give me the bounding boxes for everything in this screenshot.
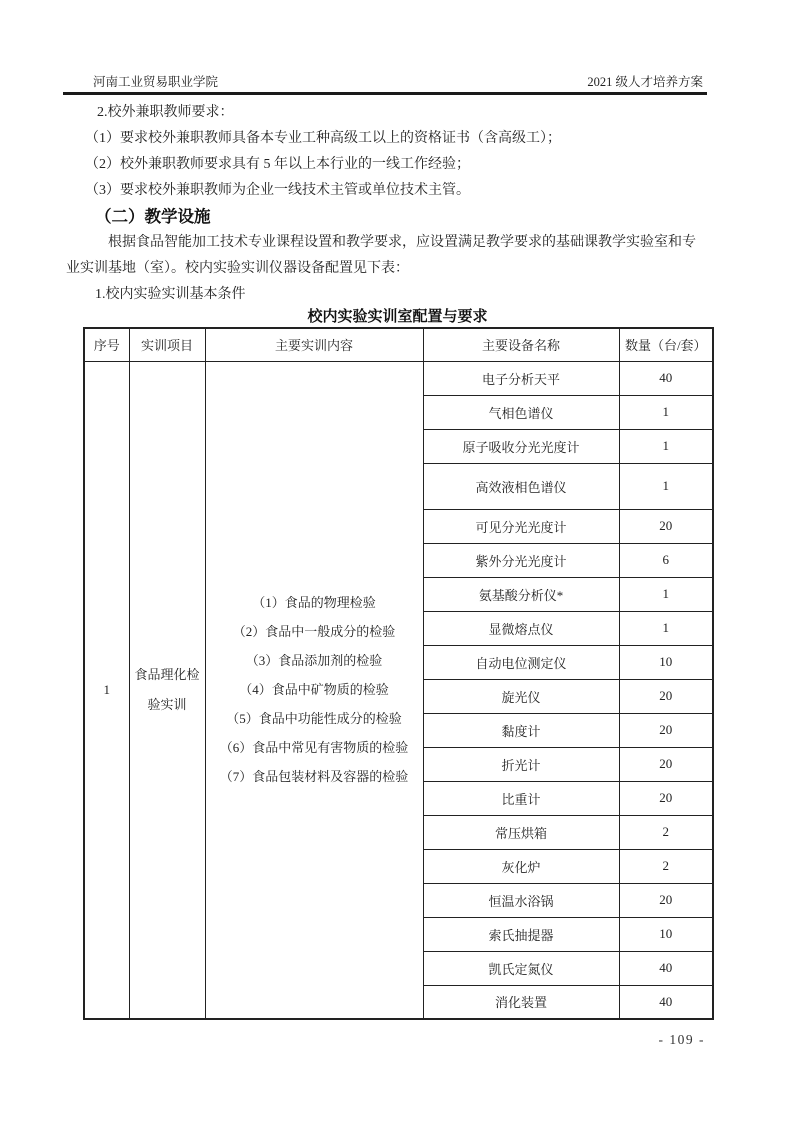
equipment-table [83, 327, 714, 1020]
equipment-name-cell: 恒温水浴锅 [423, 883, 619, 917]
equipment-name-cell: 显微熔点仪 [423, 611, 619, 645]
list-item-1: （1）要求校外兼职教师具备本专业工种高级工以上的资格证书（含高级工）； [85, 131, 561, 146]
equipment-name-cell: 折光计 [423, 747, 619, 781]
equipment-qty-cell: 2 [619, 849, 713, 883]
content-line: （6）食品中常见有害物质的检验 [219, 740, 409, 756]
equipment-qty-cell: 40 [619, 985, 713, 1019]
page-header [66, 75, 703, 90]
project-cell: 食品理化检验实训 [129, 361, 205, 1019]
column-header-project: 实训项目 [129, 328, 205, 361]
equipment-name-cell: 气相色谱仪 [423, 395, 619, 429]
equipment-qty-cell: 20 [619, 713, 713, 747]
content-line: （3）食品添加剂的检验 [245, 653, 383, 669]
equipment-name-cell: 可见分光光度计 [423, 509, 619, 543]
equipment-name-cell: 常压烘箱 [423, 815, 619, 849]
equipment-name-cell: 氨基酸分析仪* [423, 577, 619, 611]
equipment-qty-cell: 1 [619, 463, 713, 509]
content-line: （5）食品中功能性成分的检验 [226, 711, 402, 727]
list-item-3: （3）要求校外兼职教师为企业一线技术主管或单位技术主管。 [85, 183, 470, 198]
content-line: （7）食品包装材料及容器的检验 [219, 769, 409, 785]
table-row [84, 361, 713, 395]
equipment-name-cell: 高效液相色谱仪 [423, 463, 619, 509]
equipment-qty-cell: 20 [619, 509, 713, 543]
equipment-qty-cell: 20 [619, 781, 713, 815]
content-line: （2）食品中一般成分的检验 [232, 624, 396, 640]
equipment-name-cell: 灰化炉 [423, 849, 619, 883]
equipment-name-cell: 自动电位测定仪 [423, 645, 619, 679]
equipment-qty-cell: 6 [619, 543, 713, 577]
column-header-contents: 主要实训内容 [205, 328, 423, 361]
equipment-qty-cell: 1 [619, 429, 713, 463]
equipment-name-cell: 比重计 [423, 781, 619, 815]
equipment-qty-cell: 10 [619, 645, 713, 679]
equipment-qty-cell: 20 [619, 747, 713, 781]
equipment-name-cell: 紫外分光光度计 [423, 543, 619, 577]
column-header-quantity: 数量（台/套） [619, 328, 713, 361]
equipment-qty-cell: 10 [619, 917, 713, 951]
equipment-qty-cell: 40 [619, 361, 713, 395]
header-program-title: 2021 级人才培养方案 [587, 75, 703, 89]
column-header-equipment: 主要设备名称 [423, 328, 619, 361]
content-line: （4）食品中矿物质的检验 [239, 682, 389, 698]
page-number: - 109 - [658, 1032, 705, 1047]
equipment-qty-cell: 1 [619, 395, 713, 429]
header-school-name: 河南工业贸易职业学院 [93, 75, 219, 89]
column-header-seq: 序号 [84, 328, 129, 361]
equipment-qty-cell: 1 [619, 577, 713, 611]
seq-cell: 1 [84, 361, 129, 1019]
equipment-name-cell: 电子分析天平 [423, 361, 619, 395]
equipment-tbody [84, 361, 713, 1019]
equipment-name-cell: 黏度计 [423, 713, 619, 747]
paragraph-intro-line-1: 根据食品智能加工技术专业课程设置和教学要求，应设置满足教学要求的基础课教学实验室和专 [108, 235, 696, 250]
equipment-qty-cell: 40 [619, 951, 713, 985]
equipment-qty-cell: 1 [619, 611, 713, 645]
list-item-2: （2）校外兼职教师要求具有 5 年以上本行业的一线工作经验； [85, 157, 470, 172]
subsection-label: 1.校内实验实训基本条件 [95, 287, 246, 302]
equipment-name-cell: 凯氏定氮仪 [423, 951, 619, 985]
table-title: 校内实验实训室配置与要求 [307, 309, 488, 325]
section-heading: （二）教学设施 [95, 207, 211, 226]
equipment-name-cell: 原子吸收分光光度计 [423, 429, 619, 463]
document-body [66, 100, 710, 308]
table-header-row [84, 328, 713, 361]
equipment-qty-cell: 20 [619, 883, 713, 917]
equipment-name-cell: 消化装置 [423, 985, 619, 1019]
paragraph-intro-line-2: 业实训基地（室）。校内实验实训仪器设备配置见下表： [66, 261, 409, 276]
contents-cell [205, 361, 423, 1019]
header-rule [63, 92, 707, 95]
equipment-qty-cell: 2 [619, 815, 713, 849]
paragraph-teacher-requirements: 2.校外兼职教师要求： [97, 105, 234, 120]
content-line: （1）食品的物理检验 [252, 595, 376, 611]
equipment-qty-cell: 20 [619, 679, 713, 713]
equipment-name-cell: 旋光仪 [423, 679, 619, 713]
equipment-name-cell: 索氏抽提器 [423, 917, 619, 951]
